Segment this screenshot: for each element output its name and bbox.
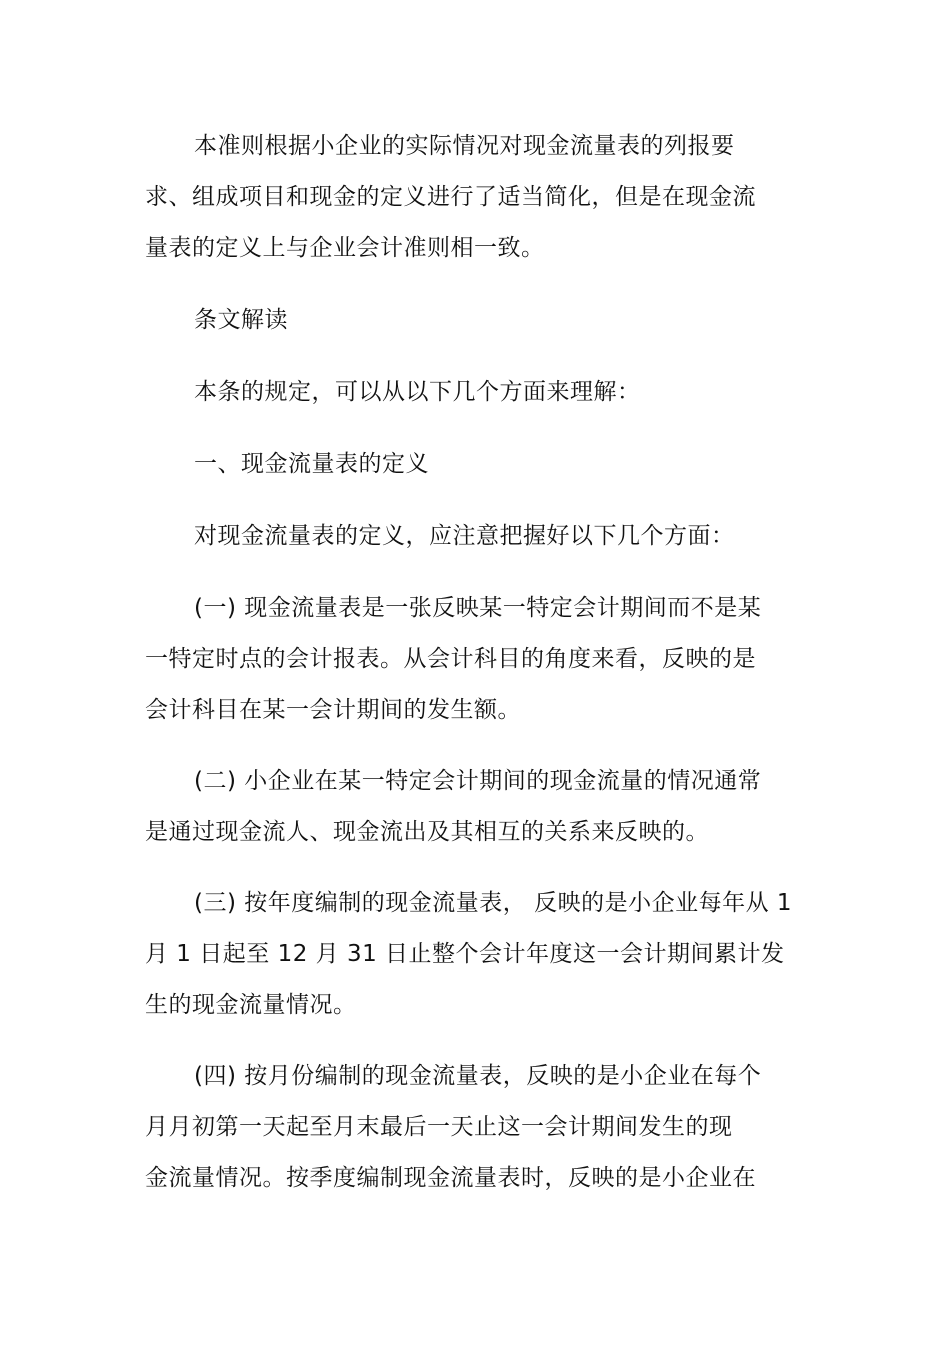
item-1-line-1: (一) 现金流量表是一张反映某一特定会计期间而不是某	[194, 595, 762, 621]
section-heading-interpretation: 条文解读	[194, 307, 288, 333]
item-2-line-2: 是通过现金流人、现金流出及其相互的关系来反映的。	[145, 819, 709, 845]
paragraph-intro-line-2: 求、组成项目和现金的定义进行了适当简化，但是在现金流	[145, 184, 756, 210]
item-4-line-2: 月月初第一天起至月末最后一天止这一会计期间发生的现	[145, 1114, 733, 1140]
item-2-line-1: (二) 小企业在某一特定会计期间的现金流量的情况通常	[194, 768, 762, 794]
paragraph-understanding: 本条的规定，可以从以下几个方面来理解：	[194, 379, 641, 405]
item-1-line-3: 会计科目在某一会计期间的发生额。	[145, 697, 521, 723]
item-4-line-3: 金流量情况。按季度编制现金流量表时，反映的是小企业在	[145, 1165, 756, 1191]
paragraph-definition-aspects: 对现金流量表的定义，应注意把握好以下几个方面：	[194, 523, 735, 549]
paragraph-intro-line-1: 本准则根据小企业的实际情况对现金流量表的列报要	[194, 133, 735, 159]
item-3-line-2: 月 1 日起至 12 月 31 日止整个会计年度这一会计期间累计发	[145, 941, 785, 967]
item-3-line-1: (三) 按年度编制的现金流量表， 反映的是小企业每年从 1	[194, 890, 793, 916]
item-4-line-1: (四) 按月份编制的现金流量表，反映的是小企业在每个	[194, 1063, 762, 1089]
heading-definition: 一、现金流量表的定义	[194, 451, 429, 477]
item-1-line-2: 一特定时点的会计报表。从会计科目的角度来看，反映的是	[145, 646, 756, 672]
paragraph-intro-line-3: 量表的定义上与企业会计准则相一致。	[145, 235, 545, 261]
item-3-line-3: 生的现金流量情况。	[145, 992, 357, 1018]
